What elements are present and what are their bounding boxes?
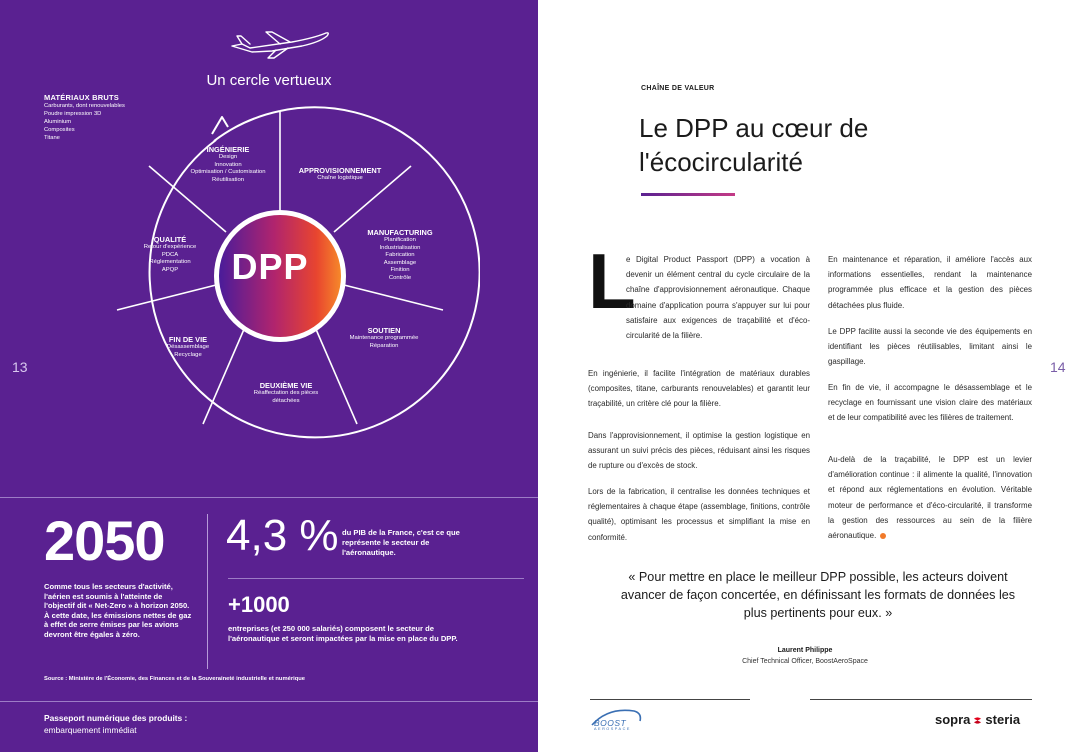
segment-item: Réparation	[369, 342, 399, 349]
segment-item: Maintenance programmée	[349, 335, 419, 341]
source-note: Source : Ministère de l'Économie, des Finances et de la Souveraineté industrielle et numérique	[44, 676, 306, 682]
segment-item: APQP	[161, 266, 179, 273]
segment-item: Chaîne logistique	[317, 175, 363, 181]
divider	[207, 514, 208, 669]
segment-item: Planification	[384, 237, 416, 243]
segment-item: Réglementation	[149, 259, 191, 266]
divider	[0, 497, 538, 498]
segment-item: Innovation	[214, 161, 242, 168]
end-dot-icon	[880, 533, 886, 539]
stat-pib-value: 4,3 %	[226, 511, 339, 560]
segment-fin-de-vie	[148, 335, 228, 359]
page-number: 13	[12, 359, 28, 375]
divider	[0, 701, 538, 702]
raw-material-item: Composites	[44, 127, 75, 133]
segment-item: Retour d'expérience	[143, 244, 197, 250]
boost-logo-subtext: AEROSPACE	[594, 727, 631, 731]
page-number: 14	[1050, 359, 1066, 375]
title-underline	[641, 193, 735, 196]
raw-material-item: Titane	[44, 135, 60, 141]
stat-companies-value: +1000	[228, 592, 290, 617]
footer-title: Passeport numérique des produits :	[44, 713, 188, 723]
page-title-line2: l'écocircularité	[639, 147, 803, 177]
segment-qualite	[130, 235, 210, 274]
cycle-arc	[214, 111, 280, 141]
airplane-icon	[228, 26, 332, 60]
segment-item: Industrialisation	[379, 244, 421, 251]
sopra-logo-text: sopra	[935, 712, 971, 727]
segment-item: Recyclage	[174, 351, 202, 358]
quote-author: Laurent Philippe	[777, 647, 833, 654]
drop-cap: L	[588, 237, 636, 325]
paragraph-last	[828, 452, 1032, 543]
circle-title: Un cercle vertueux	[206, 72, 332, 89]
segment-item: Design	[218, 154, 238, 160]
stat-companies-text: entreprises (et 250 000 salariés) composent le secteur de l'aéronautique et seront impactées par la mise en place du DPP.	[228, 624, 458, 643]
paragraph: Le DPP facilite aussi la seconde vie des équipements en identifiant les pièces réutilisables, limitant ainsi le gaspillage.	[828, 327, 1032, 367]
raw-material-item: Aluminium	[44, 119, 72, 125]
paragraph: En fin de vie, il accompagne le désassemblage et le recyclage en fournissant une vision claire des matériaux et de leur compatibilité avec les filières de traitement.	[828, 383, 1032, 423]
stat-pib-text: du PIB de la France, c'est ce que représente le secteur de l'aéronautique.	[342, 528, 460, 557]
paragraph: Au-delà de la traçabilité, le DPP est un levier d'amélioration continue : il alimente la qualité, l'innovation et répond aux réglementations en évolution. Véritable moteur de performance et d'éco-circularité, il transforme la gestion des ressources au sein de la filière aéronautique.	[828, 455, 1032, 541]
stat-2050-text: Comme tous les secteurs d'activité, l'aérien est soumis à l'atteinte de l'objectif dit « Net-Zero » à horizon 2050. À cette date, les émissions nettes de gaz à effet de serre émises par les avions devront être égales à zéro.	[44, 582, 192, 639]
segment-deuxieme-vie	[238, 381, 334, 405]
raw-material-item: Carburants, dont renouvelables	[44, 103, 125, 109]
segment-heading: INGÉNIERIE	[206, 145, 250, 154]
segment-item: Assemblage	[383, 259, 417, 266]
segment-heading: FIN DE VIE	[168, 335, 208, 344]
segment-item: Finition	[390, 267, 410, 274]
segment-heading: DEUXIÈME VIE	[259, 381, 313, 390]
divider	[810, 699, 1032, 700]
quote-role: Chief Technical Officer, BoostAeroSpace	[742, 658, 868, 665]
stat-2050-value: 2050	[44, 509, 165, 572]
segment-item: PDCA	[161, 251, 179, 258]
segment-heading: APPROVISIONNEMENT	[298, 166, 382, 175]
segment-ingenierie	[180, 145, 276, 184]
paragraph: Dans l'approvisionnement, il optimise la gestion logistique en assurant un suivi précis des pièces, réduisant ainsi les risques de rupture ou d'excès de stock.	[588, 431, 810, 471]
page-title-line1: Le DPP au cœur de	[639, 113, 869, 143]
right-page	[538, 0, 1072, 752]
divider	[590, 699, 750, 700]
segment-heading: QUALITÉ	[153, 235, 187, 244]
segment-heading: MANUFACTURING	[367, 228, 433, 237]
segment-item: Réutilisation	[211, 176, 245, 183]
paragraph: En ingénierie, il facilite l'intégration de matériaux durables (composites, titane, carburants renouvelables) et garantit leur traçabilité, un critère clé pour la filière.	[588, 369, 810, 409]
segment-item: Réaffectation des pièces	[253, 390, 319, 396]
footer-subtitle: embarquement immédiat	[44, 725, 137, 735]
arrow-icon	[212, 117, 228, 134]
paragraph: Lors de la fabrication, il centralise les données techniques et réglementaires à chaque étape (assemblage, finitions, contrôle qualité), optimisant les processus et simplifiant la mise en conformité.	[588, 487, 810, 542]
raw-material-item: Poudre impression 3D	[44, 111, 102, 117]
divider	[228, 578, 524, 579]
segment-item: Désassemblage	[166, 344, 210, 350]
paragraph: e Digital Product Passport (DPP) a vocation à devenir un élément central du cycle circulaire de la chaîne d'approvisionnement aéronautique. Chaque domaine d'application pourra s'appuyer sur lui pour satisfaire aux exigences de traçabilité et d'éco-circularité de la filière.	[626, 255, 810, 341]
boost-logo-text: BOOST	[594, 718, 627, 728]
steria-logo-text: steria	[985, 712, 1021, 727]
segment-approvisionnement	[290, 166, 390, 183]
pull-quote: « Pour mettre en place le meilleur DPP possible, les acteurs doivent avancer de façon concertée, en définissant les formats de données les plus pertinents pour eux. »	[620, 570, 1016, 620]
sopra-steria-logo	[935, 712, 1020, 727]
dpp-center-label: DPP	[231, 246, 309, 287]
segment-item: Optimisation / Customisation	[190, 169, 266, 176]
segment-item: Fabrication	[385, 252, 415, 259]
segment-heading: SOUTIEN	[367, 326, 401, 335]
segment-soutien	[336, 326, 432, 350]
section-kicker: CHAÎNE DE VALEUR	[641, 85, 715, 92]
raw-materials-heading: MATÉRIAUX BRUTS	[44, 93, 119, 102]
segment-item: Contrôle	[388, 274, 412, 281]
segment-manufacturing	[352, 228, 448, 283]
sopra-steria-mark-icon	[973, 716, 982, 725]
segment-item: détachées	[272, 397, 300, 404]
paragraph: En maintenance et réparation, il améliore l'accès aux informations essentielles, rendant la maintenance programmée plus efficace et la gestion des pièces détachées plus fluide.	[828, 255, 1032, 310]
